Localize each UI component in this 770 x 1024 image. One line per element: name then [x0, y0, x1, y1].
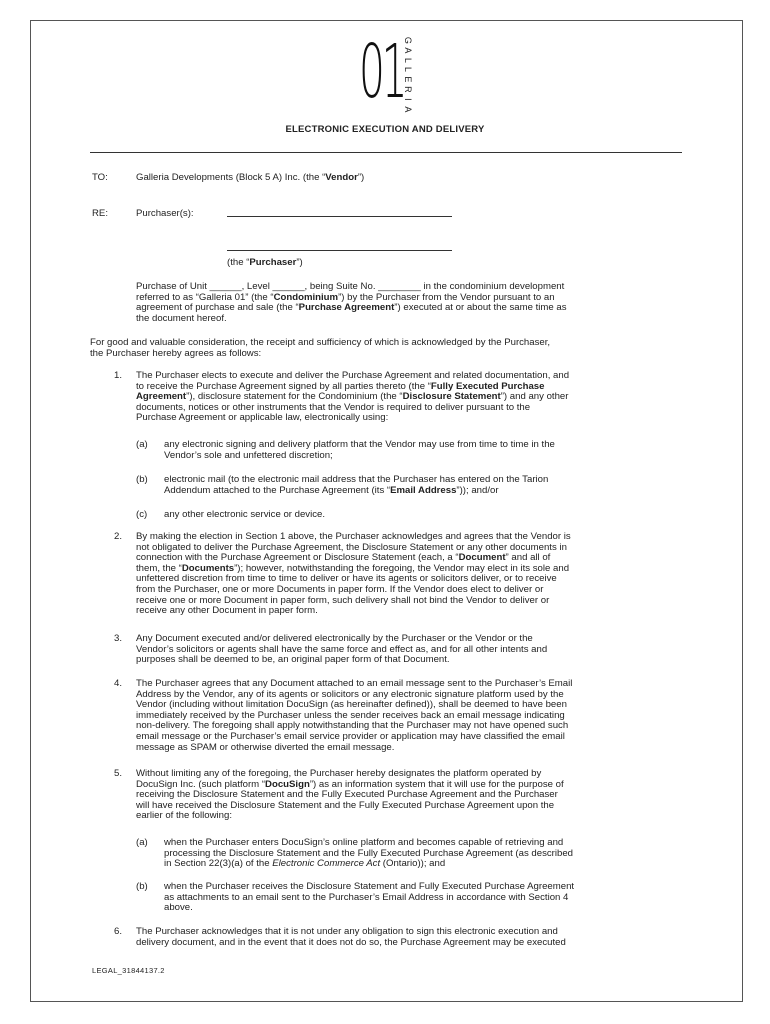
section-5b-label: (b) [136, 881, 148, 892]
section-4-text: The Purchaser agrees that any Document attached to an email message sent to the Purchaser’s Email Address by the Vendor, any of its agents or solicitors or any electronic signature platform used by the Vendor (including without limitation DocuSign (as hereinafter defined)), shall be deemed to have been immediately received by the Purchaser unless the sender receives back an email message indicating non-delivery. The foregoing shall apply notwithstanding that the Purchaser may not have opened such email message or the Purchaser’s email service provider or application may have classified the email message as SPAM or otherwise diverted the email message. [136, 678, 573, 753]
unit-paragraph: Purchase of Unit ______, Level ______, being Suite No. ________ in the condominium development referred to as “Galleria 01” (the “Condominium”) by the Purchaser from the Vendor pursuant to an agreement of purchase and sale (the “Purchase Agreement”) executed at or about the same time as the document hereof. [136, 281, 567, 324]
purchaser-definition: (the “Purchaser”) [227, 257, 303, 268]
logo-number: 01 [359, 29, 405, 115]
section-1b-text: electronic mail (to the electronic mail address that the Purchaser has entered on the Tarion Addendum attached to the Purchase Agreement (its “Email Address”)); and/or [164, 474, 549, 496]
section-2-number: 2. [114, 531, 123, 542]
logo-letter: E [402, 76, 413, 84]
section-1a-label: (a) [136, 439, 148, 450]
logo-letter: L [402, 57, 413, 64]
re-label: RE: [92, 208, 108, 219]
section-1b-label: (b) [136, 474, 148, 485]
section-1c-label: (c) [136, 509, 148, 520]
section-4-number: 4. [114, 678, 123, 689]
document-title: ELECTRONIC EXECUTION AND DELIVERY [285, 124, 485, 135]
purchaser-blank-line-1 [227, 216, 452, 217]
re-value: Purchaser(s): [136, 208, 194, 219]
title-rule [90, 152, 682, 153]
section-1-number: 1. [114, 370, 123, 381]
to-value: Galleria Developments (Block 5 A) Inc. (the “Vendor”) [136, 172, 365, 183]
section-2-text: By making the election in Section 1 above, the Purchaser acknowledges and agrees that the Vendor is not obligated to deliver the Purchase Agreement, the Disclosure Statement or any other documents in connection with the Purchase Agreement or Disclosure Statement (each, a “Document” and all of them, the “Documents”); however, notwithstanding the foregoing, the Vendor may elect in its sole and unfettered discretion from time to time to deliver or have its agents or solicitors deliver, or to receive from the Purchaser, one or more Documents in paper form. If the Vendor does elect to deliver or receive one or more Document in paper form, such delivery shall not bind the Vendor to deliver or receive any other Document in paper form. [136, 531, 571, 617]
section-5-text: Without limiting any of the foregoing, the Purchaser hereby designates the platform operated by DocuSign Inc. (such platform “DocuSign”) as an information system that it will use for the purpose of receiving the Disclosure Statement and the Fully Executed Purchase Agreement and the Purchaser will have received the Disclosure Statement and the Fully Executed Purchase Agreement upon the earlier of the following: [136, 768, 564, 822]
document-reference-footer: LEGAL_31844137.2 [92, 966, 165, 975]
section-6-number: 6. [114, 926, 123, 937]
section-1a-text: any electronic signing and delivery platform that the Vendor may use from time to time in the Vendor’s sole and unfettered discretion; [164, 439, 555, 461]
section-3-number: 3. [114, 633, 123, 644]
logo-wordmark [400, 36, 414, 114]
logo-letter: A [402, 105, 413, 113]
section-5a-text: when the Purchaser enters DocuSign’s online platform and becomes capable of retrieving and processing the Disclosure Statement and the Fully Executed Purchase Agreement (as described in Section 22(3)(a) of the Electronic Commerce Act (Ontario)); and [164, 837, 574, 870]
section-5-number: 5. [114, 768, 123, 779]
purchaser-blank-line-2 [227, 250, 452, 251]
intro-paragraph: For good and valuable consideration, the receipt and sufficiency of which is acknowledged by the Purchaser, the Purchaser hereby agrees as follows: [90, 337, 551, 359]
logo-letter: A [402, 47, 413, 55]
logo-letter: L [402, 67, 413, 74]
logo-letter: R [402, 86, 413, 94]
section-1-text: The Purchaser elects to execute and deliver the Purchase Agreement and related documentation, and to receive the Purchase Agreement signed by all parties thereto (the “Fully Executed Purchase Agreement”), disclosure statement for the Condominium (the “Disclosure Statement”) and any other documents, notices or other instruments that the Vendor is required to deliver pursuant to the Purchase Agreement or applicable law, electronically using: [136, 370, 570, 424]
section-5a-label: (a) [136, 837, 148, 848]
section-1c-text: any other electronic service or device. [164, 509, 326, 520]
to-label: TO: [92, 172, 108, 183]
section-3-text: Any Document executed and/or delivered electronically by the Purchaser or the Vendor or the Vendor’s solicitors or agents shall have the same force and effect as, and for all other intents and purposes shall be deemed to be, an original paper form of that Document. [136, 633, 548, 666]
section-6-text: The Purchaser acknowledges that it is not under any obligation to sign this electronic execution and delivery document, and in the event that it does not do so, the Purchase Agreement may be executed [136, 926, 566, 948]
logo-letter: G [402, 36, 413, 45]
logo-letter: I [402, 97, 413, 102]
section-5b-text: when the Purchaser receives the Disclosure Statement and Fully Executed Purchase Agreement as attachments to an email sent to the Purchaser’s Email Address in accordance with Section 4 above. [164, 881, 575, 914]
